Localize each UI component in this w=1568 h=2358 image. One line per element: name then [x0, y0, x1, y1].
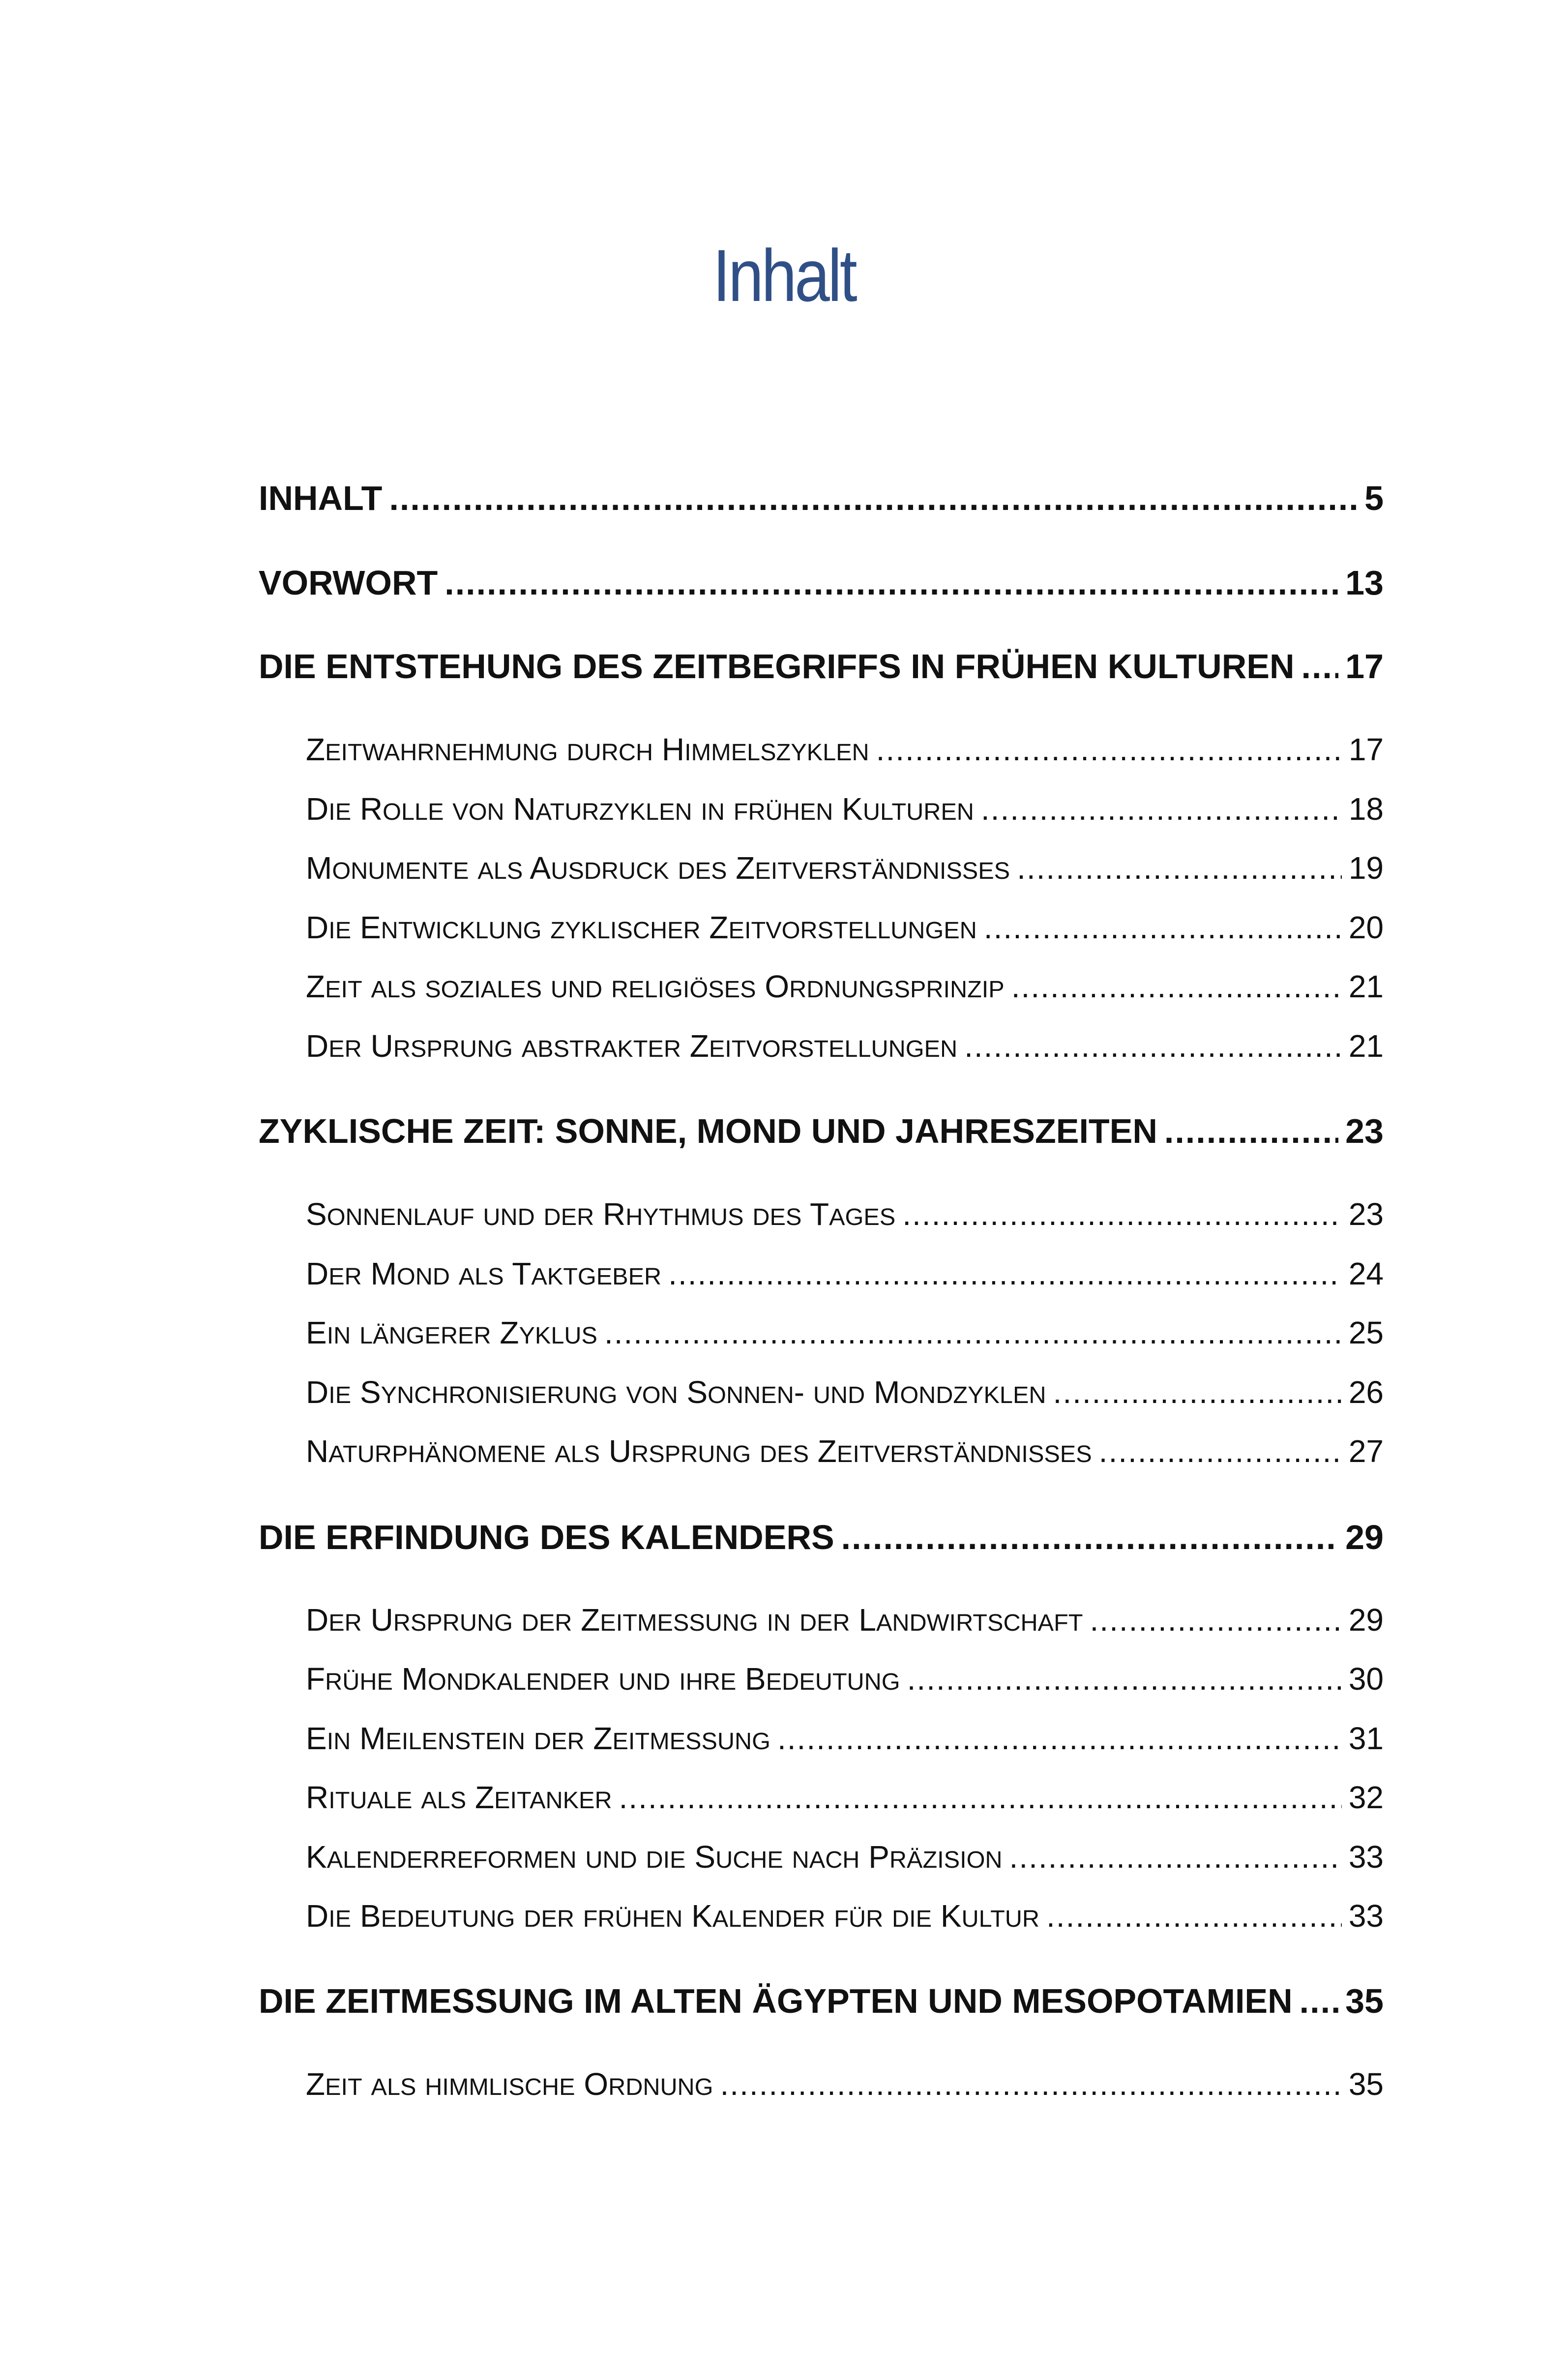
toc-entry-label: DIE SYNCHRONISIERUNG VON SONNEN- UND MONDZYKLEN	[306, 1374, 1046, 1410]
toc-entry[interactable]	[306, 1598, 1384, 1642]
toc-entry-label: ZYKLISCHE ZEIT: SONNE, MOND UND JAHRESZEITEN	[259, 1112, 1157, 1150]
toc-entry-label: ZEIT ALS HIMMLISCHE ORDNUNG	[306, 2066, 713, 2102]
toc-entry-label: FRÜHE MONDKALENDER UND IHRE BEDEUTUNG	[306, 1661, 900, 1697]
toc-entry-label: DER URSPRUNG ABSTRAKTER ZEITVORSTELLUNGEN	[306, 1028, 958, 1064]
toc-entry[interactable]	[306, 964, 1384, 1009]
toc-entry[interactable]	[306, 1716, 1384, 1761]
toc-entry-label: VORWORT	[259, 564, 438, 602]
toc-entry-label: MONUMENTE ALS AUSDRUCK DES ZEITVERSTÄNDNISSES	[306, 850, 1010, 886]
toc-entry[interactable]	[306, 905, 1384, 950]
toc-entry-label: DIE BEDEUTUNG DER FRÜHEN KALENDER FÜR DIE KULTUR	[306, 1898, 1040, 1934]
toc-entry-page: 19	[1348, 850, 1384, 886]
toc-entry[interactable]	[259, 1513, 1384, 1562]
toc-entry-label: NATURPHÄNOMENE ALS URSPRUNG DES ZEITVERSTÄNDNISSES	[306, 1433, 1092, 1469]
toc-entry[interactable]	[259, 1106, 1384, 1156]
toc-leader-dots	[668, 1252, 1342, 1296]
toc-leader-dots	[1011, 964, 1342, 1009]
toc-entry[interactable]	[306, 1835, 1384, 1879]
toc-entry-label: KALENDERREFORMEN UND DIE SUCHE NACH PRÄZISION	[306, 1839, 1003, 1875]
toc-entry-page: 17	[1348, 732, 1384, 767]
toc-leader-dots	[902, 1192, 1342, 1236]
toc-entry[interactable]	[306, 846, 1384, 890]
toc-entry-label: DER URSPRUNG DER ZEITMESSUNG IN DER LANDWIRTSCHAFT	[306, 1602, 1083, 1638]
toc-leader-dots	[1053, 1370, 1342, 1414]
toc-leader-dots	[984, 905, 1342, 950]
toc-entry-page: 35	[1348, 2066, 1384, 2102]
toc-entry[interactable]	[259, 558, 1384, 607]
toc-entry-label: DIE ERFINDUNG DES KALENDERS	[259, 1518, 834, 1556]
toc-entry-label: DIE ENTSTEHUNG DES ZEITBEGRIFFS IN FRÜHEN KULTUREN	[259, 647, 1295, 686]
toc-leader-dots	[1090, 1598, 1342, 1642]
toc-leader-dots	[619, 1775, 1342, 1820]
toc-entry-label: INHALT	[259, 479, 383, 517]
toc-entry-page: 5	[1364, 479, 1384, 517]
toc-leader-dots	[876, 727, 1342, 772]
toc-entry[interactable]	[306, 1775, 1384, 1820]
toc-entry-page: 33	[1348, 1898, 1384, 1934]
toc-entry[interactable]	[306, 1429, 1384, 1473]
toc-leader-dots	[1300, 1976, 1338, 2026]
toc-entry-label: DIE ENTWICKLUNG ZYKLISCHER ZEITVORSTELLUNGEN	[306, 910, 977, 945]
toc-entry-page: 29	[1348, 1602, 1384, 1638]
toc-entry-page: 33	[1348, 1839, 1384, 1875]
toc-entry[interactable]	[259, 642, 1384, 691]
toc-entry-page: 30	[1348, 1661, 1384, 1697]
toc-entry-label: SONNENLAUF UND DER RHYTHMUS DES TAGES	[306, 1196, 896, 1232]
toc-entry[interactable]	[306, 727, 1384, 772]
toc-leader-dots	[604, 1311, 1342, 1355]
toc-entry[interactable]	[306, 2062, 1384, 2106]
toc-entry-page: 13	[1345, 564, 1384, 602]
toc-entry[interactable]	[259, 474, 1384, 523]
toc-leader-dots	[964, 1024, 1342, 1068]
toc-leader-dots	[1164, 1106, 1338, 1156]
toc-entry-label: EIN LÄNGERER ZYKLUS	[306, 1315, 597, 1350]
toc-leader-dots	[444, 558, 1338, 607]
page-title: Inhalt	[712, 234, 856, 317]
toc-entry[interactable]	[259, 1976, 1384, 2026]
toc-entry-label: EIN MEILENSTEIN DER ZEITMESSUNG	[306, 1721, 770, 1756]
toc-entry-page: 24	[1348, 1256, 1384, 1291]
toc-entry-page: 23	[1345, 1112, 1384, 1150]
toc-leader-dots	[1099, 1429, 1342, 1473]
toc-entry-page: 21	[1348, 1028, 1384, 1064]
toc-entry-page: 31	[1348, 1721, 1384, 1756]
toc-entry-page: 26	[1348, 1374, 1384, 1410]
toc-leader-dots	[1009, 1835, 1342, 1879]
toc-entry-page: 21	[1348, 969, 1384, 1004]
toc-entry-label: ZEITWAHRNEHMUNG DURCH HIMMELSZYKLEN	[306, 732, 869, 767]
toc-leader-dots	[777, 1716, 1342, 1761]
toc-leader-dots	[841, 1513, 1338, 1562]
toc-entry[interactable]	[306, 1024, 1384, 1068]
toc-entry-page: 18	[1348, 791, 1384, 827]
toc-leader-dots	[720, 2062, 1342, 2106]
toc-entry-page: 29	[1345, 1518, 1384, 1556]
toc-entry[interactable]	[306, 1657, 1384, 1701]
toc-entry-page: 27	[1348, 1433, 1384, 1469]
toc-entry-page: 20	[1348, 910, 1384, 945]
toc-entry[interactable]	[306, 787, 1384, 831]
toc-entry-label: DIE ROLLE VON NATURZYKLEN IN FRÜHEN KULTUREN	[306, 791, 974, 827]
toc-entry-label: DIE ZEITMESSUNG IM ALTEN ÄGYPTEN UND MESOPOTAMIEN	[259, 1982, 1293, 2020]
toc-leader-dots	[389, 474, 1358, 523]
toc-entry-page: 17	[1345, 647, 1384, 686]
toc-entry[interactable]	[306, 1894, 1384, 1938]
toc-leader-dots	[1017, 846, 1342, 890]
toc-entry-label: ZEIT ALS SOZIALES UND RELIGIÖSES ORDNUNGSPRINZIP	[306, 969, 1005, 1004]
toc-entry[interactable]	[306, 1192, 1384, 1236]
toc-leader-dots	[907, 1657, 1342, 1701]
toc-entry[interactable]	[306, 1370, 1384, 1414]
toc-leader-dots	[1046, 1894, 1342, 1938]
toc-entry-page: 25	[1348, 1315, 1384, 1350]
toc-leader-dots	[1302, 642, 1339, 691]
toc-entry-page: 23	[1348, 1196, 1384, 1232]
toc-entry[interactable]	[306, 1252, 1384, 1296]
toc-entry-page: 32	[1348, 1780, 1384, 1815]
toc-entry-label: RITUALE ALS ZEITANKER	[306, 1780, 612, 1815]
toc-leader-dots	[981, 787, 1342, 831]
toc-entry-label: DER MOND ALS TAKTGEBER	[306, 1256, 662, 1291]
toc-entry-page: 35	[1345, 1982, 1384, 2020]
toc-entry[interactable]	[306, 1311, 1384, 1355]
